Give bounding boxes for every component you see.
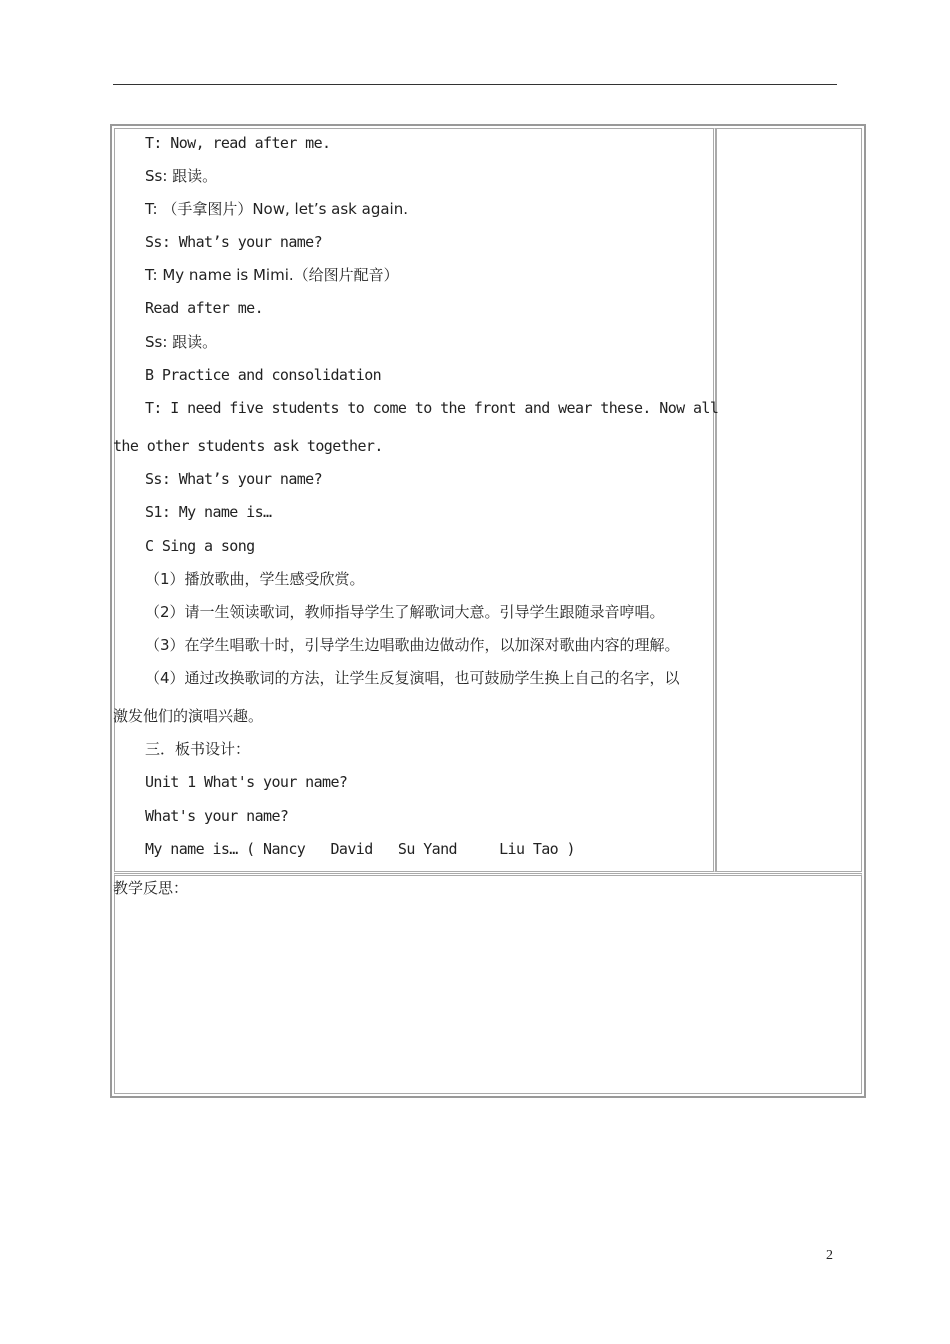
text-line: T: My name is Mimi.（给图片配音） — [145, 266, 399, 284]
text-line: （2）请一生领读歌词，教师指导学生了解歌词大意。引导学生跟随录音哼唱。 — [145, 603, 665, 621]
text-line: 三．板书设计： — [145, 740, 251, 758]
text-line: （1）播放歌曲，学生感受欣赏。 — [145, 570, 365, 588]
page-number: 2 — [826, 1248, 833, 1263]
text-line: Ss: What’s your name? — [145, 233, 323, 251]
notes-cell — [716, 128, 862, 872]
reflection-cell — [114, 873, 862, 1094]
text-line: B Practice and consolidation — [145, 366, 382, 384]
text-line: What's your name? — [145, 807, 289, 825]
text-line: S1: My name is… — [145, 503, 272, 521]
text-line: Read after me. — [145, 299, 264, 317]
text-line: 激发他们的演唱兴趣。 — [113, 707, 264, 725]
text-line: the other students ask together. — [113, 437, 383, 455]
text-line: （4）通过改换歌词的方法，让学生反复演唱，也可鼓励学生换上自己的名字，以 — [145, 669, 680, 687]
text-line: Unit 1 What's your name? — [145, 773, 348, 791]
text-line: C Sing a song — [145, 537, 255, 555]
text-line: Ss: 跟读。 — [145, 167, 218, 185]
header-rule — [113, 84, 837, 85]
reflection-label: 教学反思： — [113, 879, 189, 897]
text-line: Ss: 跟读。 — [145, 333, 218, 351]
text-line: Ss: What’s your name? — [145, 470, 323, 488]
text-line: T: （手拿图片）Now, let’s ask again. — [145, 200, 408, 218]
text-line: My name is… ( Nancy David Su Yand Liu Tao ) — [145, 840, 575, 858]
text-line: T: I need five students to come to the front and wear these. Now all — [145, 399, 719, 417]
text-line: （3）在学生唱歌十时，引导学生边唱歌曲边做动作，以加深对歌曲内容的理解。 — [145, 636, 680, 654]
text-line: T: Now, read after me. — [145, 134, 331, 152]
